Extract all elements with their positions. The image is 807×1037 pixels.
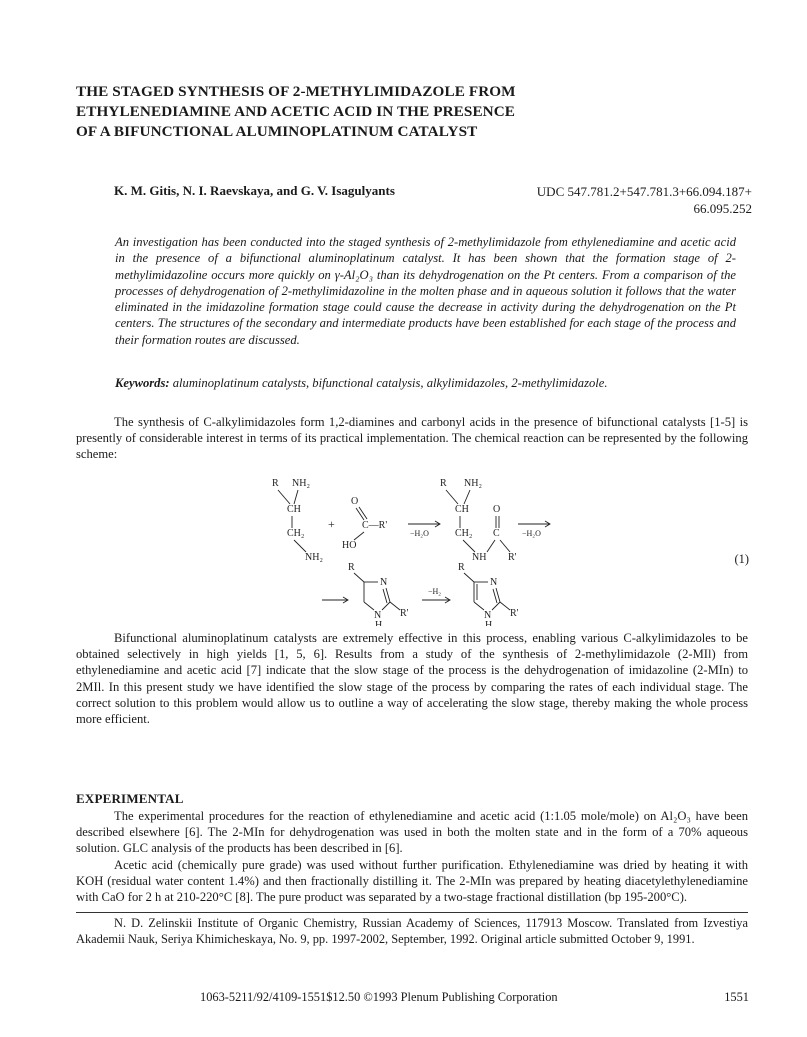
bond [359, 507, 367, 519]
bond [463, 540, 475, 552]
footnote [76, 915, 748, 947]
bond [496, 588, 500, 602]
paragraph-2-text: Bifunctional aluminoplatinum catalysts are extremely effective in this process, enabling various C-alkylimidazoles to be obtained selectively in high yields [1, 5, 6]. Results from a study of the synthesis of 2-methylimidazole (2-MIl) from ethylenediamine and acetic acid [7] indicate that the slow stage of the process is the dehydrogenation of imidazoline (2-MIn) to 2MIl. In this present study we have identified the slow stage of the process by comparing the rates of each individual stage. The correct solution to this problem would allow us to outline a way of accelerating the slow stage, thereby making the whole process more efficient. [76, 631, 748, 727]
bond [382, 602, 390, 610]
bond [294, 490, 298, 504]
title-line-1: THE STAGED SYNTHESIS OF 2-METHYLIMIDAZOLE FROM [76, 83, 516, 100]
copyright-line: 1063-5211/92/4109-1551$12.50 ©1993 Plenum Publishing Corporation [200, 990, 558, 1004]
bond [464, 490, 470, 504]
bond [474, 602, 484, 610]
bond [464, 573, 474, 582]
scheme-r-prime-2: R' [400, 608, 409, 619]
footnote-text: N. D. Zelinskii Institute of Organic Chemistry, Russian Academy of Sciences, 117913 Moscow. Translated from Izvestiya Akademii Nauk, Seriya Khimicheskaya, No. 9, pp. 1997-2002, September, 1992. Original article submitted October 9, 1991. [76, 916, 748, 946]
scheme-h-1: H [375, 620, 383, 626]
bond [446, 490, 458, 504]
scheme-r-prime-3: R' [510, 608, 519, 619]
scheme-ch2-1: CH₂ [287, 528, 305, 539]
equation-number: (1) [734, 552, 749, 566]
title-line-2: ETHYLENEDIAMINE AND ACETIC ACID IN THE PRESENCE [76, 103, 516, 120]
intro-text: The synthesis of C-alkylimidazoles form 1,2-diamines and carbonyl acids in the presence of bifunctional catalysts [1-5] is presently of considerable interest in terms of its practical implementation. The chemical reaction can be represented by the following scheme: [76, 415, 748, 462]
bond [354, 573, 364, 582]
scheme-ch2-2: CH₂ [455, 528, 473, 539]
plus-sign: + [328, 517, 335, 531]
scheme-c-r: C—R' [362, 520, 388, 531]
arrow-2-label: −H₂O [522, 529, 541, 538]
bond [487, 540, 495, 552]
bond [493, 589, 497, 603]
bond [356, 508, 364, 520]
scheme-nh2-1: NH₂ [292, 478, 310, 489]
bond [386, 588, 390, 602]
scheme-r-prime-1: R' [508, 552, 517, 563]
experimental-paragraph-2 [76, 857, 748, 906]
keywords [115, 376, 736, 391]
experimental-paragraph-1 [76, 808, 748, 857]
scheme-n-1: N [380, 577, 388, 588]
intro-paragraph [76, 414, 748, 463]
bond [492, 602, 500, 610]
bond [278, 490, 290, 504]
scheme-c: C [493, 528, 500, 539]
scheme-o-1: O [351, 496, 359, 507]
experimental-paragraph-2-text: Acetic acid (chemically pure grade) was used without further purification. Ethylenediamine was dried by heating it with KOH (residual water content 1.4%) and then fractionally distilling it. The 2-MIn was prepared by heating diacetylethylenediamine with CaO for 2 h at 210-220°C [8]. The pure product was separated by a two-stage fractional distillation (bp 195-200°C). [76, 858, 748, 905]
scheme-nh: NH [472, 552, 487, 563]
scheme-r-1: R [272, 478, 279, 489]
paragraph-2 [76, 630, 748, 727]
scheme-r-4: R [458, 562, 465, 573]
bond [500, 540, 510, 552]
footnote-rule [76, 912, 748, 913]
scheme-r-3: R [348, 562, 355, 573]
bond [390, 602, 400, 610]
article-title [76, 82, 736, 142]
scheme-h-2: H [485, 620, 493, 626]
scheme-r-2: R [440, 478, 447, 489]
bond [294, 540, 306, 552]
title-line-3: OF A BIFUNCTIONAL ALUMINOPLATINUM CATALYST [76, 123, 478, 140]
scheme-n-4: N [484, 610, 492, 621]
section-title: EXPERIMENTAL [76, 791, 184, 806]
page-number: 1551 [724, 990, 749, 1004]
udc-line-1: UDC 547.781.2+547.781.3+66.094.187+ [536, 184, 752, 199]
scheme-nh2-3: NH₂ [464, 478, 482, 489]
abstract: An investigation has been conducted into the staged synthesis of 2-methylimidazole from ethylenediamine and acetic acid in the presence of a bifunctional aluminoplatinum catalyst. It has been shown that the formation stage of 2-methylimidazoline occurs more quickly on γ-Al₂O₃ than its dehydrogenation on the Pt centers. From a comparison of the processes of dehydrogenation of 2-methylimidazoline in the molten phase and in aqueous solution it follows that the water eliminated in the imidazoline formation stage could cause the decrease in activity during the dehydrogenation on the Pt centers. The structures of the secondary and intermediate products have been established for each stage of the process and their formation routes are discussed. [115, 235, 736, 347]
arrow-1-label: −H₂O [410, 529, 429, 538]
keywords-label: Keywords: [115, 376, 170, 390]
scheme-nh2-2: NH₂ [305, 552, 323, 563]
scheme-n-3: N [490, 577, 498, 588]
scheme-o-2: O [493, 504, 501, 515]
bond [354, 532, 364, 540]
bond [383, 589, 387, 603]
experimental-paragraph-1-text: The experimental procedures for the reaction of ethylenediamine and acetic acid (1:1.05 mole/mole) on Al₂O₃ have been described elsewhere [6]. The 2-MIn for dehydrogenation was used in both the molten state and in the form of a 70% aqueous solution. GLC analysis of the products has been described in [6]. [76, 809, 748, 856]
bond [500, 602, 510, 610]
udc-line-2: 66.095.252 [693, 201, 752, 216]
scheme-ho: HO [342, 540, 357, 551]
reaction-scheme [250, 476, 560, 631]
udc-code [537, 183, 752, 217]
authors: K. M. Gitis, N. I. Raevskaya, and G. V. Isagulyants [114, 183, 395, 198]
scheme-n-2: N [374, 610, 382, 621]
bond [364, 602, 374, 610]
scheme-ch-2: CH [455, 504, 469, 515]
keywords-list: aluminoplatinum catalysts, bifunctional catalysis, alkylimidazoles, 2-methylimidazole. [172, 376, 608, 390]
scheme-ch-1: CH [287, 504, 301, 515]
arrow-4-label: −H₂ [428, 587, 442, 596]
